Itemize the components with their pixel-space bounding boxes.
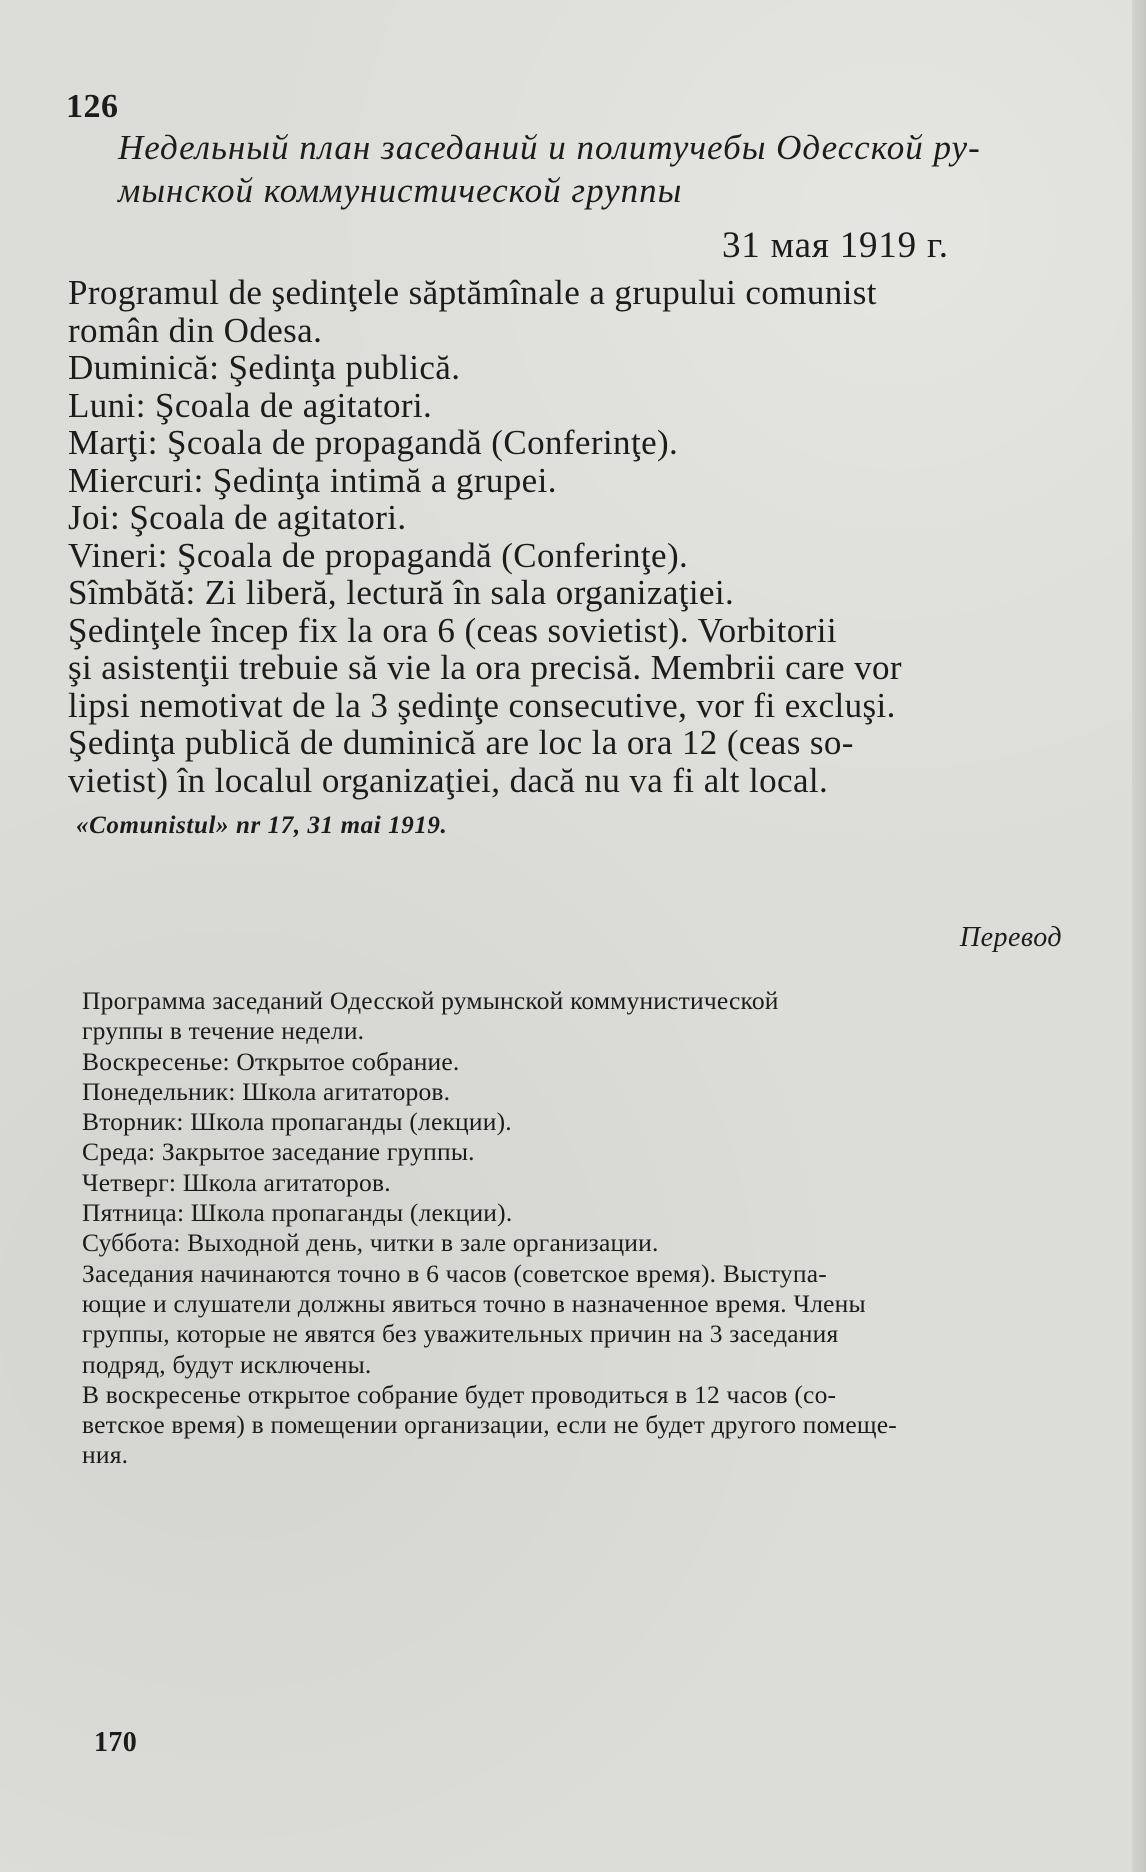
page-number: 170 [94,1727,138,1758]
romanian-original-text: Programul de şedinţele săptămînale a grupului comunist român din Odesa. Duminică: Şedinţa publică. Luni: Şcoala de agitatori. Marţi: Şcoala de propagandă (Conferinţe). Miercuri: Şedinţa intimă a grupei. Joi: Şcoala de agitatori. Vineri: Şcoala de propagandă (Conferinţe). Sîmbătă: Zi liberă, lectură în sala organizaţiei. Şedinţele încep fix la ora 6 (ceas sovietist). Vorbitorii şi asistenţii trebuie să vie la ora precisă. Membrii care vor lipsi nemotivat de la 3 şedinţe consecutive, vor fi excluşi. Şedinţa publică de duminică are loc la ora 12 (ceas so- vietist) în localul organizaţiei, dacă nu va fi alt local. [68,273,902,800]
page-edge-shadow [1132,0,1146,1872]
source-citation: «Comunistul» nr 17, 31 mai 1919. [76,812,448,839]
document-number: 126 [66,88,119,125]
translation-label: Перевод [959,922,1062,953]
russian-translation-text: Программа заседаний Одесской румынской коммунистической группы в течение недели. Воскресенье: Открытое собрание. Понедельник: Школа агитаторов. Вторник: Школа пропаганды (лекции). Среда: Закрытое заседание группы. Четверг: Школа агитаторов. Пятница: Школа пропаганды (лекции). Суббота: Выходной день, читки в зале организации. Заседания начинаются точно в 6 часов (советское время). Выступа- ющие и слушатели должны явиться точно в назначенное время. Члены группы, которые не явятся без уважительных причин на 3 заседания подряд, будут исключены. В воскресенье открытое собрание будет проводиться в 12 часов (со- ветское время) в помещении организации, если не будет другого помеще- ния. [82,986,897,1470]
document-title: Недельный план заседаний и политучебы Одесской ру- мынской коммунистической группы [118,128,981,210]
document-date: 31 мая 1919 г. [722,225,949,266]
